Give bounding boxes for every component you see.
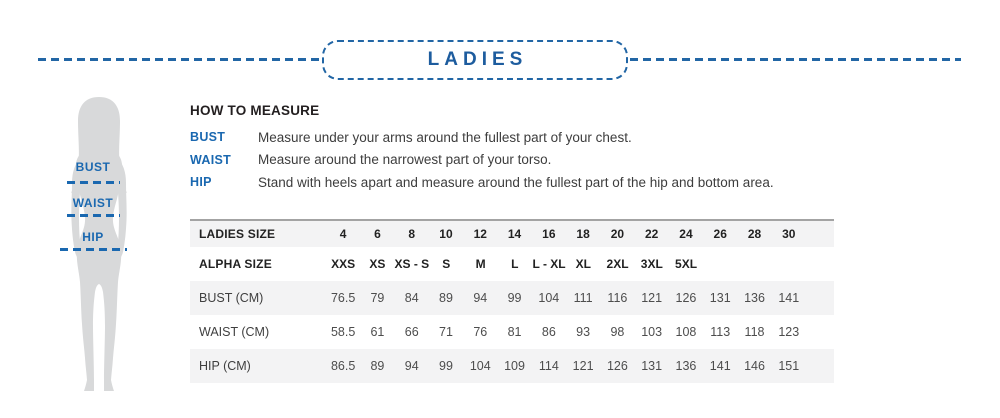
size-cell: 86.5 [330,359,356,373]
header-dashed-rule-left [38,58,323,61]
size-cell: L [511,257,519,271]
size-cell: 89 [439,291,453,305]
page-title: LADIES [427,49,528,70]
figure-bust-line [67,181,120,184]
table-row-label: LADIES SIZE [199,227,276,241]
table-row [190,221,834,247]
size-cell: 126 [675,291,697,305]
size-cell: 5XL [675,257,698,271]
figure-hip-label: HIP [82,230,104,244]
size-cell: 113 [710,325,731,339]
size-cell: S [442,257,451,271]
size-cell: 141 [778,291,800,305]
size-cell: 66 [404,325,419,339]
size-cell: 71 [439,325,453,339]
size-cell: 118 [744,325,765,339]
size-cell: 20 [610,227,625,241]
size-cell: 94 [473,291,488,305]
size-cell: 136 [744,291,765,305]
size-cell: 84 [404,291,419,305]
measure-label: HIP [190,175,212,190]
size-cell: 76 [473,325,488,339]
size-cell: 81 [507,325,522,339]
size-cell: XS [369,257,386,271]
size-cell: 28 [747,227,762,241]
size-cell: 98 [610,325,625,339]
header-dashed-rule-right [630,58,961,61]
size-cell: 58.5 [330,325,356,339]
size-cell: 109 [504,359,525,373]
size-cell: XS - S [394,257,430,271]
female-silhouette-icon [47,96,151,396]
size-cell: 116 [607,291,628,305]
size-cell: 24 [679,227,693,241]
measure-row-hip [190,171,890,194]
size-cell: 12 [473,227,487,241]
size-cell: 126 [606,359,628,373]
size-cell: 2XL [606,257,629,271]
how-to-measure-title: HOW TO MEASURE [190,103,320,118]
table-row-label: WAIST (CM) [199,325,270,339]
size-cell: 99 [439,359,453,373]
size-cell: 131 [709,291,731,305]
size-cell: 131 [641,359,663,373]
size-cell: 3XL [640,257,663,271]
size-cell: 18 [576,227,590,241]
figure-waist-line [67,214,120,217]
size-cell: 6 [374,227,381,241]
table-row-label: ALPHA SIZE [199,257,272,271]
size-cell: 114 [538,359,559,373]
size-table [190,219,834,383]
measure-row-waist [190,149,890,172]
measure-label: WAIST [190,152,232,167]
figure-waist-label: WAIST [72,196,114,210]
table-row [190,281,834,315]
measure-description: Measure around the narrowest part of your torso. [258,152,552,168]
figure-hip-line [60,248,127,251]
size-cell: XL [575,257,591,271]
size-cell: 61 [370,325,385,339]
size-cell: 104 [538,291,560,305]
table-row [190,315,834,349]
measure-label: BUST [190,130,226,145]
table-row-label: BUST (CM) [199,291,264,305]
size-cell: L - XL [532,257,566,271]
size-cell: 141 [709,359,731,373]
size-cell: 121 [572,359,594,373]
size-cell: 14 [507,227,522,241]
size-cell: 123 [778,325,800,339]
measure-description: Stand with heels apart and measure around the fullest part of the hip and bottom area. [258,174,774,190]
size-cell: 16 [542,227,556,241]
size-cell: 146 [744,359,765,373]
header-pill [322,40,628,80]
size-cell: 103 [641,325,663,339]
size-cell: 76.5 [330,291,356,305]
table-row-label: HIP (CM) [199,359,251,373]
size-cell: 108 [675,325,697,339]
measure-row-bust [190,126,890,149]
size-cell: 30 [782,227,796,241]
size-cell: 151 [778,359,800,373]
size-cell: 121 [641,291,663,305]
figure-bust-label: BUST [75,160,111,174]
size-cell: 94 [404,359,419,373]
size-cell: 136 [675,359,697,373]
measurement-figure [47,96,151,396]
size-cell: 93 [576,325,591,339]
size-cell: 8 [408,227,416,241]
size-cell: 111 [573,291,593,305]
table-row [190,349,834,383]
size-cell: 26 [713,227,727,241]
size-cell: 104 [469,359,491,373]
size-cell: XXS [331,257,356,271]
size-cell: 4 [339,227,347,241]
how-to-measure-section [190,103,890,194]
size-cell: 79 [370,291,385,305]
size-cell: 99 [507,291,522,305]
table-row [190,247,834,281]
size-cell: 22 [644,227,659,241]
measure-description: Measure under your arms around the fullest part of your chest. [258,129,632,145]
size-cell: 89 [370,359,385,373]
size-cell: M [475,257,486,271]
size-cell: 10 [439,227,453,241]
size-cell: 86 [541,325,556,339]
